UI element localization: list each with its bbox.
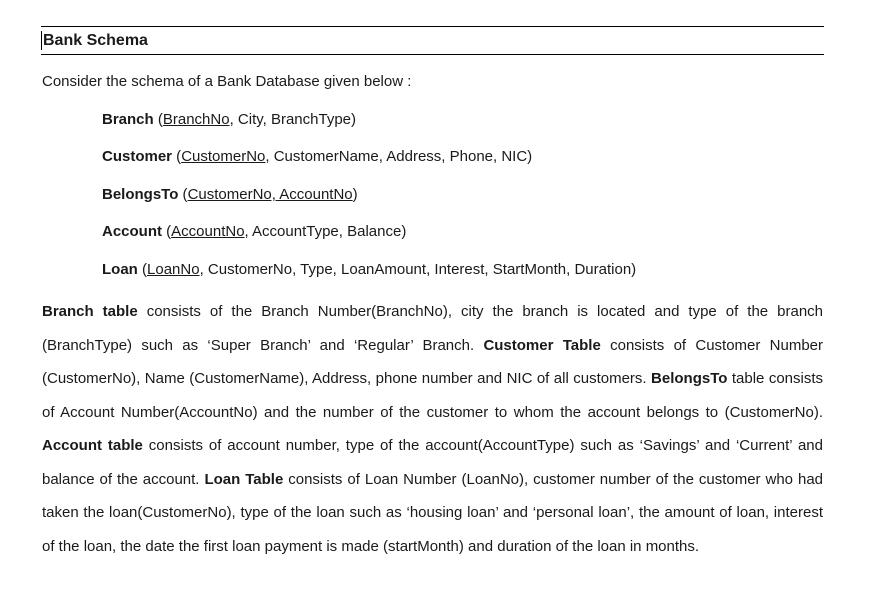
schema-key: BranchNo xyxy=(162,111,230,128)
term-account-table: Account table xyxy=(42,437,143,454)
schema-open: ( xyxy=(137,261,148,278)
schema-key: CustomerNo xyxy=(181,148,266,165)
schema-open: ( xyxy=(178,186,188,203)
schema-open: ( xyxy=(162,223,172,240)
page-title: Bank Schema xyxy=(43,32,148,49)
schema-open: ( xyxy=(172,148,182,165)
term-belongsto: BelongsTo xyxy=(651,370,728,387)
text-cursor xyxy=(41,31,42,50)
schema-attributes: , AccountType, Balance) xyxy=(244,223,407,240)
schema-customer xyxy=(102,147,532,167)
description-paragraph xyxy=(42,295,823,563)
desc-text: consists of the Branch Number(BranchNo), city the branch is located and type of the branch (BranchType) such as ‘Super Branch’ and ‘Regular’ Branch. xyxy=(42,303,824,354)
intro-text: Consider the schema of a Bank Database given below : xyxy=(42,73,412,90)
schema-attributes: , City, BranchType) xyxy=(229,111,356,128)
term-branch-table: Branch table xyxy=(42,303,138,320)
term-customer-table: Customer Table xyxy=(483,336,601,354)
schema-key: CustomerNo, AccountNo xyxy=(187,186,353,203)
schema-name: BelongsTo xyxy=(102,186,179,203)
schema-attributes: , CustomerName, Address, Phone, NIC) xyxy=(265,148,533,165)
desc-text: consists of Loan Number (LoanNo), customer number of the customer who had taken the loan(CustomerNo), type of the loan such as ‘housing loan’ and ‘personal loan’, the amount of loan, interest of the loan, the date the first loan payment is made (startMonth) and duration of the loan in months. xyxy=(42,470,824,555)
desc-text: consists of account number, type of the account(AccountType) such as ‘Savings’ and ‘Current’ and balance of the account. xyxy=(42,437,823,488)
schema-attributes: , CustomerNo, Type, LoanAmount, Interest, StartMonth, Duration) xyxy=(199,261,637,278)
schema-account xyxy=(102,222,406,242)
desc-text: consists of Customer Number (CustomerNo), Name (CustomerName), Address, phone number and NIC of all customers. xyxy=(42,336,824,387)
schema-branch xyxy=(102,110,356,130)
heading-box xyxy=(41,26,824,55)
schema-name: Loan xyxy=(102,261,138,278)
schema-name: Account xyxy=(102,223,162,240)
schema-loan xyxy=(102,260,636,280)
schema-name: Branch xyxy=(102,111,154,128)
desc-text: table consists of Account Number(AccountNo) and the number of the customer to whom the account belongs to (CustomerNo). xyxy=(42,370,824,421)
schema-key: AccountNo xyxy=(171,223,245,240)
schema-key: LoanNo xyxy=(147,261,200,278)
schema-open: ( xyxy=(153,111,163,128)
schema-belongsto xyxy=(102,185,358,205)
schema-name: Customer xyxy=(102,148,173,165)
schema-attributes: ) xyxy=(352,186,358,203)
term-loan-table: Loan Table xyxy=(204,470,284,488)
